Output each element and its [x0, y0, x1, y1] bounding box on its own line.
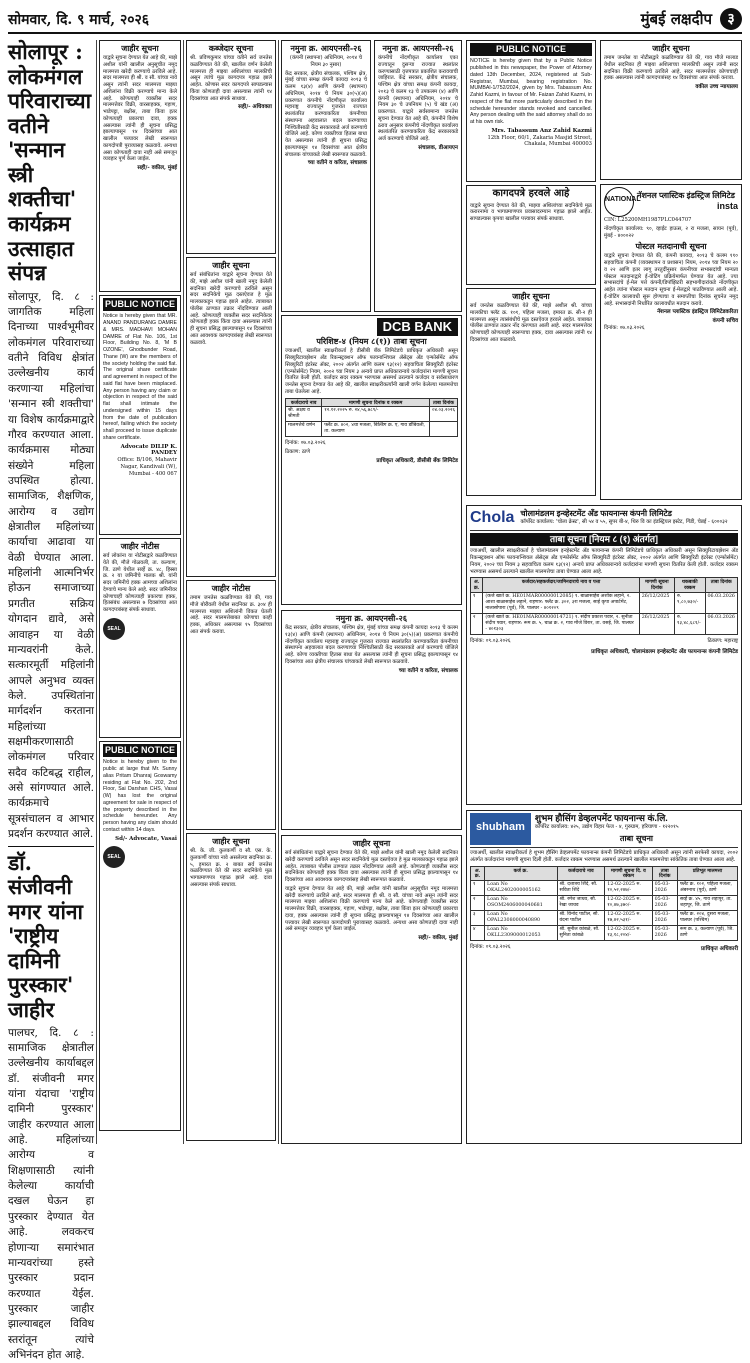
notice-column-4 — [281, 40, 371, 312]
notice-signature: प्राधिकृत अधिकारी — [701, 946, 738, 953]
table-cell: फ्लॅट क्र. ४०२, ४था मजला, बिल्डिंग क्र. ए, गाव डोंबिवली, ता. कल्याण — [322, 422, 430, 437]
column-rule — [183, 40, 184, 1144]
notice-box — [186, 580, 276, 830]
notice-signature: च्या वतीने व करिता, संचालक — [285, 160, 367, 167]
notice-box — [281, 610, 462, 830]
notice-signature: नॅशनल प्लास्टिक इंडस्ट्रिज लिमिटेडकरिता — [604, 309, 738, 316]
lead-headline-2: डॉ. संजीवनी मगर यांना 'राष्ट्रीय दामिनी पुरस्कार' जाहीर — [8, 851, 94, 1023]
notice-text: NOTICE is hereby given that by a Public Notice published in this newspaper, the Power of Attorney dated 13th December, 2024, registered at Sub-Registrar, Mumbai, bearing registration No. MUMBAI-1/752/2024, given by Mrs. Tabassum Anz Zahid Kazmi, in favour of Mr. Faizan Zahid Kazmi, in respect of the flat more particularly described in the schedule hereunder stands revoked and cancelled. Any person dealing with the said attorney shall do so at his own risk. — [470, 58, 592, 126]
table-cell: Loan No OKAL2402000005162 — [485, 881, 557, 896]
notice-signature: Mrs. Tabassum Anz Zahid Kazmi — [470, 128, 592, 135]
notice-title: जाहीर सूचना — [285, 838, 458, 848]
lead-column — [8, 40, 94, 1144]
notice-box — [186, 257, 276, 577]
company-address: नोंदणीकृत कार्यालय: ९०, व्हाईट हाऊस, २ रा मजला, सायन (पूर्व), मुंबई - ४०००२२ — [604, 226, 738, 240]
notice-date: दिनांक: ०९.०३.२०२६ — [470, 944, 511, 951]
table-cell — [429, 422, 457, 437]
table-row — [471, 593, 738, 614]
table-cell: 06.03.2026 — [705, 614, 738, 635]
table-cell: १ — [471, 593, 483, 614]
table-row — [286, 407, 458, 422]
notice-column-2 — [99, 40, 181, 1144]
notice-address: 12th Floor, 60/1, Zakaria Masjid Street, Chakala, Mumbai 400003 — [470, 135, 592, 149]
table-cell: सर्व्हे क्र. ४५, गाव शहापूर, ता. शहापूर, जि. ठाणे — [677, 896, 737, 911]
table-row — [471, 896, 738, 911]
table-row — [471, 926, 738, 941]
notice-text: ज्याअर्थी, खालील स्वाक्षरीकर्ता हे शुभम हौसिंग डेव्हलपमेंट फायनान्स कंपनी लिमिटेडचे प्राधिकृत अधिकारी असून त्यांनी सरफेसी कायदा, २००२ अंतर्गत कर्जदारांना मागणी सूचना दिली होती. कर्जदार रक्कम भरण्यास असमर्थ ठरल्याने खालील मालमत्तेचा सांकेतिक ताबा घेण्यात आला आहे. — [470, 850, 738, 864]
notice-title: जाहीर सूचना — [103, 43, 177, 53]
notice-title: PUBLIC NOTICE — [103, 744, 177, 757]
table-header-cell: मागणी सूचना दिनांक — [639, 578, 674, 593]
notice-title: PUBLIC NOTICE — [103, 298, 177, 311]
table-header-cell: कर्ज क्र. — [485, 866, 557, 881]
notice-text: ज्याअर्थी, खालील स्वाक्षरीकर्ता हे चोलामंडलम इन्व्हेस्टमेंट अँड फायनान्स कंपनी लिमिटेडचे प्राधिकृत अधिकारी असून सिक्युरिटायझेशन अँड रिकन्स्ट्रक्शन ऑफ फायनान्शियल ॲसेट्स अँड एन्फोर्समेंट ऑफ सिक्युरिटी इंटरेस्ट ॲक्ट, २००२ अंतर्गत आणि सिक्युरिटी इंटरेस्ट (एन्फोर्समेंट) नियम, २००२ च्या नियम ३ सहवाचिता कलम १३(१२) अन्वये प्राप्त अधिकारान्वये कर्जदारांना मागणी सूचना वितरित केली होती. कर्जदार रक्कम भरण्यास असमर्थ ठरल्याने खालील मालमत्तेचा ताबा घेण्यात आला आहे. — [470, 548, 738, 575]
notice-text: सर्व संबंधितांना याद्वारे सूचना देण्यात येते की, माझे अशील यांनी खाली नमूद केलेली सदनिका खरेदी करण्याचे ठरविले असून सदर सदनिकेचे मूळ दस्तऐवज हे मूळ मालकाकडून गहाळ झाले आहेत. त्याबाबत पोलीस ठाण्यात तक्रार नोंदविण्यात आली आहे. कोणत्याही व्यक्तीस सदर सदनिकेवर कोणताही हक्क किंवा दावा असल्यास त्यांनी ही सूचना प्रसिद्ध झाल्यापासून १४ दिवसांच्या आत आवश्यक कागदपत्रांसह लेखी स्वरूपात कळवावे. — [190, 272, 272, 346]
dcb-table — [285, 398, 458, 438]
notice-place: ठिकाण: महाराष्ट्र — [707, 638, 738, 645]
notice-title: कब्जेदार सूचना — [190, 43, 272, 53]
notice-text: श्री. के. जी. कुलकर्णी व सौ. एस. के. कुलकर्णी यांच्या नावे असलेल्या सदनिका क्र. ५, इमारत क्र. २ बाबत सर्व जनतेस कळविण्यात येते की सदर सदनिकेचे मूळ भागप्रमाणपत्र गहाळ झाले आहे. दावा असल्यास संपर्क साधावा. — [190, 848, 272, 889]
column-rule — [96, 40, 97, 1144]
table-header-cell: कर्जदाराचे नाव — [286, 398, 322, 407]
company-name: शुभम हौसिंग डेव्हलपमेंट फायनान्स कं.लि. — [535, 813, 738, 824]
notice-text: श्री. प्रविणकुमार यांच्या वतीने सर्व जनतेस कळविण्यात येते की, खालील वर्णन केलेली मालमत्ता ही माझ्या अशिलांच्या मालकीची असून त्यांचे मूळ कागदपत्र गहाळ झाले आहेत. कोणास सदर कागदपत्रे सापडल्यास किंवा कोणताही दावा असल्यास त्यांनी १४ दिवसांच्या आत संपर्क साधावा. — [190, 55, 272, 102]
table-cell: २ — [471, 614, 483, 635]
notice-title: जाहीर नोटीस — [190, 583, 272, 593]
table-cell: ०४.०३.२०२६ — [429, 407, 457, 422]
inc26-notice-box — [374, 40, 462, 312]
table-cell: रूम क्र. ३, कल्याण (पूर्व), जि. ठाणे — [677, 926, 737, 941]
shubham-notice — [466, 810, 742, 1144]
public-notice-box — [466, 40, 596, 182]
table-header-cell: ताबा दिनांक — [429, 398, 457, 407]
advocate-seal-icon: SEAL — [103, 618, 125, 640]
notice-signature: संचालक, डीआयएन — [378, 145, 458, 152]
table-header-cell: थकबाकी रक्कम — [675, 578, 706, 593]
table-cell: 12-02-2025 रु. १०,५२,२४७/- — [605, 881, 652, 896]
table-row — [471, 911, 738, 926]
page-date: सोमवार, दि. ९ मार्च, २०२६ — [8, 12, 149, 30]
table-cell: रु. १३,४८,६८१/- — [675, 614, 706, 635]
table-cell: रु. ९,८०,७३०/- — [675, 593, 706, 614]
table-cell: 12-02-2025 रु. १७,४२,५३१/- — [605, 911, 652, 926]
notice-title: जाहीर नोटीस — [103, 541, 177, 551]
table-cell: 26/12/2025 — [639, 593, 674, 614]
notice-signature: Advocate DILIP K. PANDEY — [103, 444, 177, 458]
table-header-cell: मागणी सूचना दिनांक व रक्कम — [322, 398, 430, 407]
company-name: नॅशनल प्लास्टिक इंडस्ट्रिज लिमिटेड — [637, 191, 738, 201]
table-cell: 05-03-2026 — [652, 881, 677, 896]
advocate-seal-icon: SEAL — [103, 846, 125, 868]
table-cell: ४ — [471, 926, 485, 941]
notice-text: कंपनीचे नोंदणीकृत कार्यालय एका राज्यातून दुसऱ्या राज्यात स्थलांतर करण्यासाठी वृत्तपत्रात प्रकाशित करावयाची जाहिरात. केंद्र सरकार, क्षेत्रीय संचालक, पश्चिम क्षेत्र यांच्या समक्ष कंपनी कायदा, २०१३ चे कलम १३ चे उपकलम (४) आणि कंपनी (स्थापना) अधिनियम, २०१४ चे नियम ३० चे उपनियम (५) चे खंड (अ) प्रकरणात. याद्वारे सर्वसामान्य जनतेस सूचना देण्यात येत आहे की, कंपनीने विशेष ठराव अनुसार कंपनीचे नोंदणीकृत कार्यालय स्थलांतरित करण्याकरिता केंद्र सरकारकडे अर्ज करण्याचे योजिले आहे. — [378, 55, 458, 143]
notice-text: सर्व लोकांना या नोटीसद्वारे कळविण्यात येते की, मौजे गोळवली, ता. कल्याण, जि. ठाणे येथील सर्व्हे क्र. ४८, हिस्सा क्र. २ या जमिनीचे मालक श्री. यांनी सदर जमिनीचे हक्क आमच्या अशिलांना देण्याचे मान्य केले आहे. सदर जमिनीवर कोणाचाही कोणत्याही प्रकारचा हक्क, हितसंबंध असल्यास ७ दिवसांच्या आत कागदपत्रांसह संपर्क साधावा. — [103, 553, 177, 614]
notice-box — [99, 40, 181, 292]
table-cell: 12-02-2025 रु. १३,१८,२०४/- — [605, 926, 652, 941]
table-header-cell: कर्जदार/सहकर्जदार/जामिनदाराचे नाव व पत्ता — [483, 578, 639, 593]
table-cell: 26/12/2025 — [639, 614, 674, 635]
notice-title: जाहीर सूचना — [604, 43, 738, 53]
notice-text: सर्व संबंधितांना याद्वारे सूचना देण्यात येते की, माझे अशील यांनी खाली नमूद केलेली सदनिका खरेदी करण्याचे ठरविले असून सदर सदनिकेचे मूळ दस्तऐवज हे मूळ मालकाकडून गहाळ झाले आहेत. त्याबाबत पोलीस ठाण्यात तक्रार नोंदविण्यात आली आहे. कोणत्याही व्यक्तीस सदर सदनिकेवर कोणताही हक्क किंवा दावा असल्यास त्यांनी ही सूचना प्रसिद्ध झाल्यापासून १४ दिवसांच्या आत आवश्यक कागदपत्रांसह लेखी स्वरूपात कळवावे. — [285, 850, 458, 884]
table-cell: श्री. सुनील कांबळे, सौ. सुनिता कांबळे — [557, 926, 605, 941]
company-address: कॉर्पोरेट कार्यालय: ४२५, उद्योग विहार फेज - ४, गुरुग्राम, हरियाणा - १२२०१५ — [535, 824, 738, 831]
notice-subtitle: (कंपनी (स्थापना) अधिनियम, २०१४ चे नियम ३० नुसार) — [285, 55, 367, 69]
page-number: ३ — [720, 8, 742, 30]
table-row — [286, 422, 458, 437]
chola-notice — [466, 505, 742, 805]
notice-text: सर्व जनतेस कळविण्यात येते की, माझे अशील श्री. यांच्या मालकीचा फ्लॅट क्र. १०१, पहिला मजला, इमारत क्र. सी-२ ही मालमत्ता असून त्यासंबंधीचे मूळ दस्तऐवज हरवले आहेत. याबाबत पोलीस ठाण्यात तक्रार नोंद करण्यात आली आहे. सदर मालमत्तेवर कोणाचाही कोणत्याही स्वरूपाचा हक्क, दावा असल्यास त्यांनी १४ दिवसांच्या आत कळवावे. — [470, 303, 592, 344]
lead-body-2: पालघर, दि. ८ : सामाजिक क्षेत्रातील उल्लेखनीय कार्याबद्दल डॉ. संजीवनी मगर यांना यंदाचा 'राष्ट्रीय दामिनी पुरस्कार' जाहीर करण्यात आला आहे. महिलांच्या आरोग्य व शिक्षणासाठी त्यांनी केलेल्या कार्याची दखल घेऊन हा पुरस्कार देण्यात येत आहे. लवकरच होणाऱ्या समारंभात मान्यवरांच्या हस्ते पुरस्कार प्रदान करण्यात येईल. पुरस्कार जाहीर झाल्याबद्दल विविध स्तरांतून त्यांचे अभिनंदन होत आहे. — [8, 1026, 94, 1363]
notice-column-6 — [466, 40, 596, 500]
lead-body-1: सोलापूर, दि. ८ : जागतिक महिला दिनाच्या पार्श्वभूमीवर लोकमंगल परिवाराच्या वतीने विविध क्षेत्रांत उल्लेखनीय कार्य करणाऱ्या महिलांचा 'सन्मान स्त्री शक्तीचा' या विशेष कार्यक्रमाद्वारे गौरव करण्यात आला. कार्यक्रमास मोठ्या संख्येने महिला उपस्थित होत्या. सामाजिक, शैक्षणिक, आरोग्य व उद्योग क्षेत्रातील महिलांच्या कार्याचा आढावा या वेळी घेण्यात आला. महिलांनी आत्मनिर्भर होऊन समाजाच्या प्रगतीत सक्रिय योगदान द्यावे, असे आवाहन या वेळी मान्यवरांनी केले. सत्कारमूर्ती महिलांनी आपले अनुभव व्यक्त केले. उपस्थितांना मार्गदर्शन करताना महिलांच्या सक्षमीकरणासाठी लोकमंगल परिवार सदैव कटिबद्ध राहील, असे सांगण्यात आले. कार्यक्रमाचे सूत्रसंचालन व आभार प्रदर्शन करण्यात आले. — [8, 290, 94, 843]
lead-headline-1: सोलापूर : लोकमंगल परिवाराच्या वतीने 'सन्मान स्त्री शक्तीचा' कार्यक्रम उत्साहात संपन्न — [8, 40, 94, 286]
table-cell: १२.१२.२०२५ रु. २४,५६,७८९/- — [322, 407, 430, 422]
public-notice-box — [99, 295, 181, 535]
notice-date: दिनांक: ०९.०३.२०२६ — [470, 638, 511, 645]
table-cell: २ — [471, 896, 485, 911]
table-cell: १ — [471, 881, 485, 896]
notice-box — [466, 288, 596, 496]
notice-text: याद्वारे सूचना देण्यात येते की, माझ्या अशिलांच्या सदनिकेचे मूळ करारनामा व भागप्रमाणपत्र प्रवासादरम्यान गहाळ झाले आहेत. सापडल्यास कृपया खालील पत्त्यावर संपर्क साधावा. — [470, 203, 592, 223]
notice-signature: सही/- वकील, मुंबई — [103, 165, 177, 172]
chola-logo: Chola — [470, 508, 514, 528]
insta-brand: insta — [637, 201, 738, 212]
notice-signature: सही/- वकील, मुंबई — [285, 935, 458, 942]
notice-title: नमुना क्र. आयएनसी-२६ — [285, 43, 367, 53]
notice-text: केंद्र सरकार, क्षेत्रीय संचालक, पश्चिम क्षेत्र, मुंबई यांच्या समक्ष कंपनी कायदा २०१३ चे कलम १३(४) आणि कंपनी (स्थापना) अधिनियम, २०१४ चे नियम ३०(५)(अ) प्रकरणात कंपनीचे नोंदणीकृत कार्यालय महाराष्ट्र राज्यातून गुजरात राज्यात स्थलांतरित करण्याकरिता कंपनीच्या संस्थापना अहवालात बदल करण्याच्या निश्चितीसाठी केंद्र सरकारकडे अर्ज करण्याचे योजिले आहे. कोणा व्यक्तीच्या हितास बाधा येत असल्यास त्यांनी ही सूचना प्रसिद्ध झाल्यापासून १४ दिवसांच्या आत क्षेत्रीय संचालक यांच्याकडे लेखी स्वरूपात कळवावे. — [285, 625, 458, 666]
notice-text: याद्वारे सूचना देण्यात येत आहे की, माझे अशील यांनी खालील अनुसूचीत नमूद मालमत्ता खरेदी करण्याचे ठरविले आहे. सदर मालमत्ता ही श्री. व सौ. यांच्या नावे असून त्यांनी सदर मालमत्ता माझ्या अशिलांना विक्री करण्याचे मान्य केले आहे. कोणत्याही व्यक्तीस सदर मालमत्तेवर विक्री, वारसाहक्क, गहाण, भाडेपट्टा, बक्षीस, ताबा किंवा इतर कोणत्याही प्रकारचा दावा, हक्क असल्यास त्यांनी ही सूचना प्रसिद्ध झाल्यापासून १४ दिवसांच्या आत खालील पत्त्यावर लेखी स्वरूपात कागदोपत्री पुराव्यासह कळवावे. अन्यथा असा कोणताही दावा नाही असे समजून व्यवहार पूर्ण केला जाईल. — [285, 886, 458, 933]
notice-heading: पोस्टल मतदानाची सूचना — [604, 241, 738, 251]
notice-signature: प्राधिकृत अधिकारी, चोलामंडलम इन्व्हेस्टमेंट अँड फायनान्स कंपनी लिमिटेड — [470, 649, 738, 656]
table-cell: Loan No OKLL2309000012053 — [485, 926, 557, 941]
national-logo: NATIONAL — [604, 187, 634, 217]
company-cin: CIN: L25200MH1987PLC044707 — [604, 217, 738, 224]
notice-signature: च्या वतीने व करिता, संचालक — [285, 668, 458, 675]
notice-title: नमुना क्र. आयएनसी-२६ — [285, 613, 458, 623]
notice-heading: ताबा सूचना [नियम ८ (१) अंतर्गत] — [470, 533, 738, 546]
table-cell: मालमत्तेचे वर्णन — [286, 422, 322, 437]
notice-box — [281, 835, 462, 1144]
table-cell: श्री. दत्तात्रय शिंदे, सौ. सविता शिंदे — [557, 881, 605, 896]
table-header-cell: ताबा दिनांक — [705, 578, 738, 593]
table-cell: (कर्ज खाते क्र. HE01MAR00000012085) १. बाळासाहेब अशोक लहाने, २. आशा बाळासाहेब लहाने, राहणार: फ्लॅट क्र. ३०२, ३रा मजला, साई कृपा अपार्टमेंट, नालासोपारा (पूर्व), जि. पालघर - ४०१२०९ — [483, 593, 639, 614]
notice-place: ठिकाण: ठाणे — [285, 449, 458, 456]
notice-box — [600, 40, 742, 180]
notice-date: दिनांक: ०७.०३.२०२६ — [285, 440, 458, 447]
public-notice-box — [99, 741, 181, 1131]
notice-text: Notice is hereby given to the public at large that Mr. Sunny alias Pritam Dhanraj Goswamy residing at Flat No. 202, 2nd Floor, Sai Darshan CHS, Vasai (W) has lost the original agreement for sale in respect of the property described in the schedule hereunder. Any person having any claim should contact within 14 days. — [103, 759, 177, 833]
notice-heading: परिशिष्ट-४ (नियम ८(१)) ताबा सूचना — [285, 336, 458, 346]
table-cell: 05-03-2026 — [652, 926, 677, 941]
table-cell: Loan No OPAL2308000040890 — [485, 911, 557, 926]
lost-documents-box — [466, 185, 596, 285]
notice-address: Office: B/106, Mahavir Nagar, Kandivali (W), Mumbai - 400 067 — [103, 457, 177, 477]
notice-text: केंद्र सरकार, क्षेत्रीय संचालक, पश्चिम क्षेत्र, मुंबई यांच्या समक्ष कंपनी कायदा २०१३ चे कलम १३(४) आणि कंपनी (स्थापना) अधिनियम, २०१४ चे नियम ३०(५)(अ) प्रकरणात कंपनीचे नोंदणीकृत कार्यालय महाराष्ट्र राज्यातून गुजरात राज्यात स्थलांतरित करण्याकरिता कंपनीच्या संस्थापना अहवालात बदल करण्याच्या निश्चितीसाठी केंद्र सरकारकडे अर्ज करण्याचे योजिले आहे. कोणा व्यक्तीच्या हितास बाधा येत असल्यास त्यांनी ही सूचना प्रसिद्ध झाल्यापासून १४ दिवसांच्या आत क्षेत्रीय संचालक यांच्याकडे लेखी स्वरूपात कळवावे. — [285, 71, 367, 159]
company-name: चोलामंडलम इन्व्हेस्टमेंट अँड फायनान्स कंपनी लिमिटेड — [520, 509, 738, 519]
notice-text: ज्याअर्थी, खालील स्वाक्षरीकर्ता हे डीसीबी बँक लिमिटेडचे प्राधिकृत अधिकारी असून सिक्युरिटायझेशन अँड रिकन्स्ट्रक्शन ऑफ फायनान्शियल ॲसेट्स अँड एन्फोर्समेंट ऑफ सिक्युरिटी इंटरेस्ट ॲक्ट, २००२ अंतर्गत आणि कलम १३(१२) सहवाचिता सिक्युरिटी इंटरेस्ट (एन्फोर्समेंट) नियम, २००२ च्या नियम ३ अन्वये प्राप्त अधिकारान्वये कर्जदारांना मागणी सूचना वितरित केली होती. कर्जदार सदर रक्कम भरण्यास असमर्थ ठरल्याने कर्जदार व सर्वसाधारण जनतेस सूचना देण्यात येत आहे की, खालील स्वाक्षरीकर्त्यांनी खाली वर्णन केलेल्या मालमत्तेचा ताबा घेतलेला आहे. — [285, 348, 458, 395]
table-header-cell: अ. क्र. — [471, 578, 483, 593]
notice-signature: वकील उच्च न्यायालय — [604, 84, 738, 91]
table-header-cell: प्रतिभूत मालमत्ता — [677, 866, 737, 881]
table-header-cell: अ. क्र. — [471, 866, 485, 881]
dcb-logo: DCB BANK — [377, 318, 458, 336]
table-cell: फ्लॅट क्र. १०२, पहिला मजला, अंबरनाथ (पूर्व), ठाणे — [677, 881, 737, 896]
table-cell: श्री. रमेश जाधव, सौ. रेखा जाधव — [557, 896, 605, 911]
table-cell: 05-03-2026 — [652, 896, 677, 911]
notice-text: तमाम जनतेस या नोटीसद्वारे कळविण्यात येते की, गाव मौजे मालाड येथील सदनिका ही माझ्या अशिलाच्या मालकीची असून त्यांनी सदर सदनिका विक्री करण्याचे ठरविले आहे. सदर मालमत्तेवर कोणाचाही हक्क असल्यास त्यांनी कागदपत्रांसह १४ दिवसांच्या आत संपर्क करावा. — [604, 55, 738, 82]
company-address: कॉर्पोरेट कार्यालय: 'चोला क्रेस्ट', सी ५४ व ५५, सुपर बी-४, थिरु वि का इंडस्ट्रियल इस्टेट, गिंडी, चेन्नई - ६०००३२ — [520, 519, 738, 526]
shubham-logo: shubham — [470, 813, 531, 845]
notice-text: याद्वारे सूचना देण्यात येते की, कंपनी कायदा, २०१३ चे कलम ११० सहवाचिता कंपनी (व्यवस्थापन व प्रशासन) नियम, २०१४ च्या नियम २० व २२ आणि इतर लागू तरतुदींनुसार कंपनीच्या सभासदांची मान्यता पोस्टल मतदानाद्वारे ई-वोटिंग प्रक्रियेमार्फत घेण्यात येत आहे. ज्या सभासदांचे ई-मेल पत्ते कंपनी/डिपॉझिटरी सहभागीदारांकडे नोंदणीकृत आहेत त्यांना पोस्टल मतदान सूचना ई-मेलद्वारे पाठविण्यात आली आहे. ई-वोटिंग कालावधी सुरू होण्याचा व समाप्तीचा दिनांक सूचनेत नमूद आहे. सभासदांनी निर्धारित कालावधीत मतदान करावे. — [604, 253, 738, 307]
table-cell: (कर्ज खाते क्र. HE01MAR00000014721) १. संदीप प्रकाश पवार, २. सुनीता संदीप पवार, राहणार: रूम क्र. ५, चाळ क्र. २, गाव मौजे विरार, ता. वसई, जि. पालघर - ४०१३०३ — [483, 614, 639, 635]
notice-title: जाहीर सूचना — [190, 836, 272, 846]
notice-signature-title: कंपनी सचिव — [604, 318, 738, 325]
table-row — [471, 881, 738, 896]
table-header-cell: मागणी सूचना दि. व रक्कम — [605, 866, 652, 881]
notice-title: PUBLIC NOTICE — [470, 43, 592, 56]
dcb-bank-notice — [281, 315, 462, 605]
newspaper-title: मुंबई लक्षदीप — [641, 10, 712, 29]
chola-table — [470, 577, 738, 635]
table-cell: फ्लॅट क्र. २०४, दुसरा मजला, पालघर (पश्चिम) — [677, 911, 737, 926]
notice-date: दिनांक: ०७.०३.२०२६ — [604, 325, 738, 332]
table-header-cell: ताबा दिनांक — [652, 866, 677, 881]
notice-box — [99, 538, 181, 738]
table-cell: Loan No OSOM2406000040681 — [485, 896, 557, 911]
notice-column-7 — [600, 40, 742, 180]
table-row — [471, 614, 738, 635]
notice-title: जाहीर सूचना — [470, 291, 592, 301]
notice-signature: Sd/- Advocate, Vasai — [103, 836, 177, 843]
inc26-notice-box — [281, 40, 371, 312]
national-plastic-ad — [600, 184, 742, 500]
notice-text: Notice is hereby given that MR. ANAND PANDURANG DAMRE & MRS. MADHAVI MOHAN DAMRE of Flat No. 106, 1st Floor, Building No. 8, 'M B OZONE', Ghodbunder Road, Thane (W) are the members of the society holding the said flat. The original share certificate and agreement in respect of the said flat have been misplaced. Any person having any claim or objection in respect of the said flat shall intimate the undersigned within 15 days from the date of publication hereof, failing which the society shall proceed to issue duplicate share certificate. — [103, 313, 177, 441]
table-cell: श्री. अक्षय व श्रीमती — [286, 407, 322, 422]
notice-text: तमाम जनतेस कळविण्यात येते की, गाव मौजे बोरीवली येथील सदनिका क्र. ३०४ ही मालमत्ता माझ्या अशिलांनी विकत घेतली आहे. सदर मालमत्तेबाबत कोणाचा काही हक्क, अधिकार असल्यास १५ दिवसांच्या आत संपर्क करावा. — [190, 595, 272, 636]
notice-text: याद्वारे सूचना देण्यात येत आहे की, माझे अशील यांनी खालील अनुसूचीत नमूद मालमत्ता खरेदी करण्याचे ठरविले आहे. सदर मालमत्ता ही श्री. व सौ. यांच्या नावे असून त्यांनी सदर मालमत्ता माझ्या अशिलांना विक्री करण्याचे मान्य केले आहे. कोणत्याही व्यक्तीस सदर मालमत्तेवर विक्री, वारसाहक्क, गहाण, भाडेपट्टा, बक्षीस, ताबा किंवा इतर कोणत्याही प्रकारचा दावा, हक्क असल्यास त्यांनी ही सूचना प्रसिद्ध झाल्यापासून १४ दिवसांच्या आत खालील पत्त्यावर लेखी स्वरूपात कागदोपत्री पुराव्यासह कळवावे. अन्यथा असा कोणताही दावा नाही असे समजून व्यवहार पूर्ण केला जाईल. — [103, 55, 177, 163]
column-rule — [278, 40, 279, 1144]
page-header — [8, 4, 742, 34]
notice-box — [186, 833, 276, 1141]
notice-heading: ताबा सूचना — [535, 833, 738, 843]
notice-title: कागदपत्रे हरवले आहे — [470, 188, 592, 201]
table-cell: ३ — [471, 911, 485, 926]
shubham-table — [470, 866, 738, 942]
notice-title: नमुना क्र. आयएनसी-२६ — [378, 43, 458, 53]
notice-signature: सही/- अधिवक्ता — [190, 104, 272, 111]
table-cell: 05-03-2026 — [652, 911, 677, 926]
notice-column-5 — [374, 40, 462, 312]
notice-column-3 — [186, 40, 276, 1144]
table-cell: 06.03.2026 — [705, 593, 738, 614]
table-cell: श्री. विनोद पाटील, सौ. वंदना पाटील — [557, 911, 605, 926]
table-cell: 12-02-2025 रु. १०,४७,३७०/- — [605, 896, 652, 911]
notice-signature: प्राधिकृत अधिकारी, डीसीबी बँक लिमिटेड — [285, 458, 458, 465]
table-header-cell: कर्जदाराचे नाव — [557, 866, 605, 881]
notice-box — [186, 40, 276, 254]
notice-title: जाहीर सूचना — [190, 260, 272, 270]
